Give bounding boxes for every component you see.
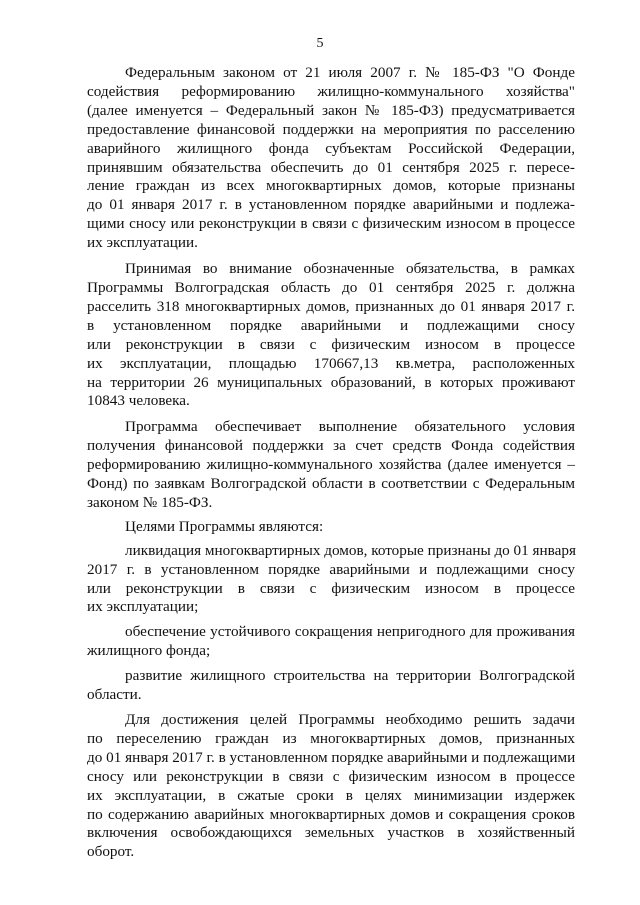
text-line: в установленном порядке аварийными и подлежащими сносу xyxy=(87,316,575,334)
text-line: Для достижения целей Программы необходимо решить задачи xyxy=(125,711,575,728)
text-line: включения освобождающихся земельных участков в хозяйственный xyxy=(87,824,575,842)
text-line: оборот. xyxy=(87,843,135,861)
text-line: предоставление финансовой поддержки на мероприятия по расселению xyxy=(87,120,575,138)
text-line: до 01 января 2017 г. в установленном порядке аварийными и подлежа- xyxy=(87,196,575,214)
paragraph-program-condition xyxy=(87,418,575,513)
paragraph-goals-heading xyxy=(87,518,575,537)
page-number: 5 xyxy=(316,36,324,51)
text-line: сносу или реконструкции в связи с физическим износом в процессе xyxy=(87,767,575,785)
text-line: области. xyxy=(87,686,142,704)
text-line: Фонд) по заявкам Волгоградской области в соответствии с Федеральным xyxy=(87,475,575,493)
text-line: Федеральным законом от 21 июля 2007 г. № 185-ФЗ "О Фонде xyxy=(125,64,575,81)
text-line: 10843 человека. xyxy=(87,392,190,410)
paragraph-federal-law xyxy=(87,64,575,253)
text-line: 2017 г. в установленном порядке аварийными и подлежащими сносу xyxy=(87,560,575,578)
paragraph-obligations xyxy=(87,260,575,411)
text-line: принявшим обязательства обеспечить до 01 сентября 2025 г. пересе- xyxy=(87,158,575,176)
text-line: их эксплуатации, в сжатые сроки в целях минимизации издержек xyxy=(87,786,575,804)
text-line: или реконструкции в связи с физическим износом в процессе xyxy=(87,579,575,597)
text-line: получения финансовой поддержки за счет средств Фонда содействия xyxy=(87,437,575,455)
text-line: на территории 26 муниципальных образований, в которых проживают xyxy=(87,373,575,391)
text-line: или реконструкции в связи с физическим износом в процессе xyxy=(87,335,575,353)
text-line: аварийного жилищного фонда субъектам Российской Федерации, xyxy=(87,139,575,157)
text-line: Целями Программы являются: xyxy=(125,517,324,535)
text-line: Принимая во внимание обозначенные обязательства, в рамках xyxy=(125,260,575,278)
document-body xyxy=(87,64,575,862)
text-line: развитие жилищного строительства на территории Волгоградской xyxy=(125,667,575,685)
paragraph-goal-liquidation xyxy=(87,542,575,618)
text-line: Программы Волгоградская область до 01 сентября 2025 г. должна xyxy=(87,278,575,296)
paragraph-tasks xyxy=(87,711,575,862)
text-line: (далее именуется – Федеральный закон № 185-ФЗ) предусматривается xyxy=(87,101,575,119)
text-line: содействия реформированию жилищно-коммунального хозяйства" xyxy=(87,82,575,100)
text-line: ликвидация многоквартирных домов, которые признаны до 01 января xyxy=(125,541,576,559)
text-line: реформированию жилищно-коммунального хозяйства (далее именуется – xyxy=(87,456,575,474)
text-line: обеспечение устойчивого сокращения непригодного для проживания xyxy=(125,623,575,641)
text-line: их эксплуатации, площадью 170667,13 кв.метра, расположенных xyxy=(87,354,575,372)
text-line: ление граждан из всех многоквартирных домов, которые признаны xyxy=(87,177,575,195)
paragraph-goal-reduction xyxy=(87,623,575,661)
text-line: по содержанию аварийных многоквартирных домов и сокращения сроков xyxy=(87,805,575,823)
text-line: их эксплуатации. xyxy=(87,234,198,252)
text-line: по переселению граждан из многоквартирных домов, признанных xyxy=(87,729,575,747)
text-line: жилищного фонда; xyxy=(87,642,211,660)
text-line: законом № 185-ФЗ. xyxy=(87,493,213,511)
text-line: щими сносу или реконструкции в связи с физическим износом в процессе xyxy=(87,215,575,233)
text-line: расселить 318 многоквартирных домов, признанных до 01 января 2017 г. xyxy=(87,297,575,315)
text-line: их эксплуатации; xyxy=(87,598,199,616)
text-line: Программа обеспечивает выполнение обязательного условия xyxy=(125,418,575,436)
paragraph-goal-construction xyxy=(87,667,575,705)
text-line: до 01 января 2017 г. в установленном порядке аварийными и подлежащими xyxy=(87,748,576,766)
